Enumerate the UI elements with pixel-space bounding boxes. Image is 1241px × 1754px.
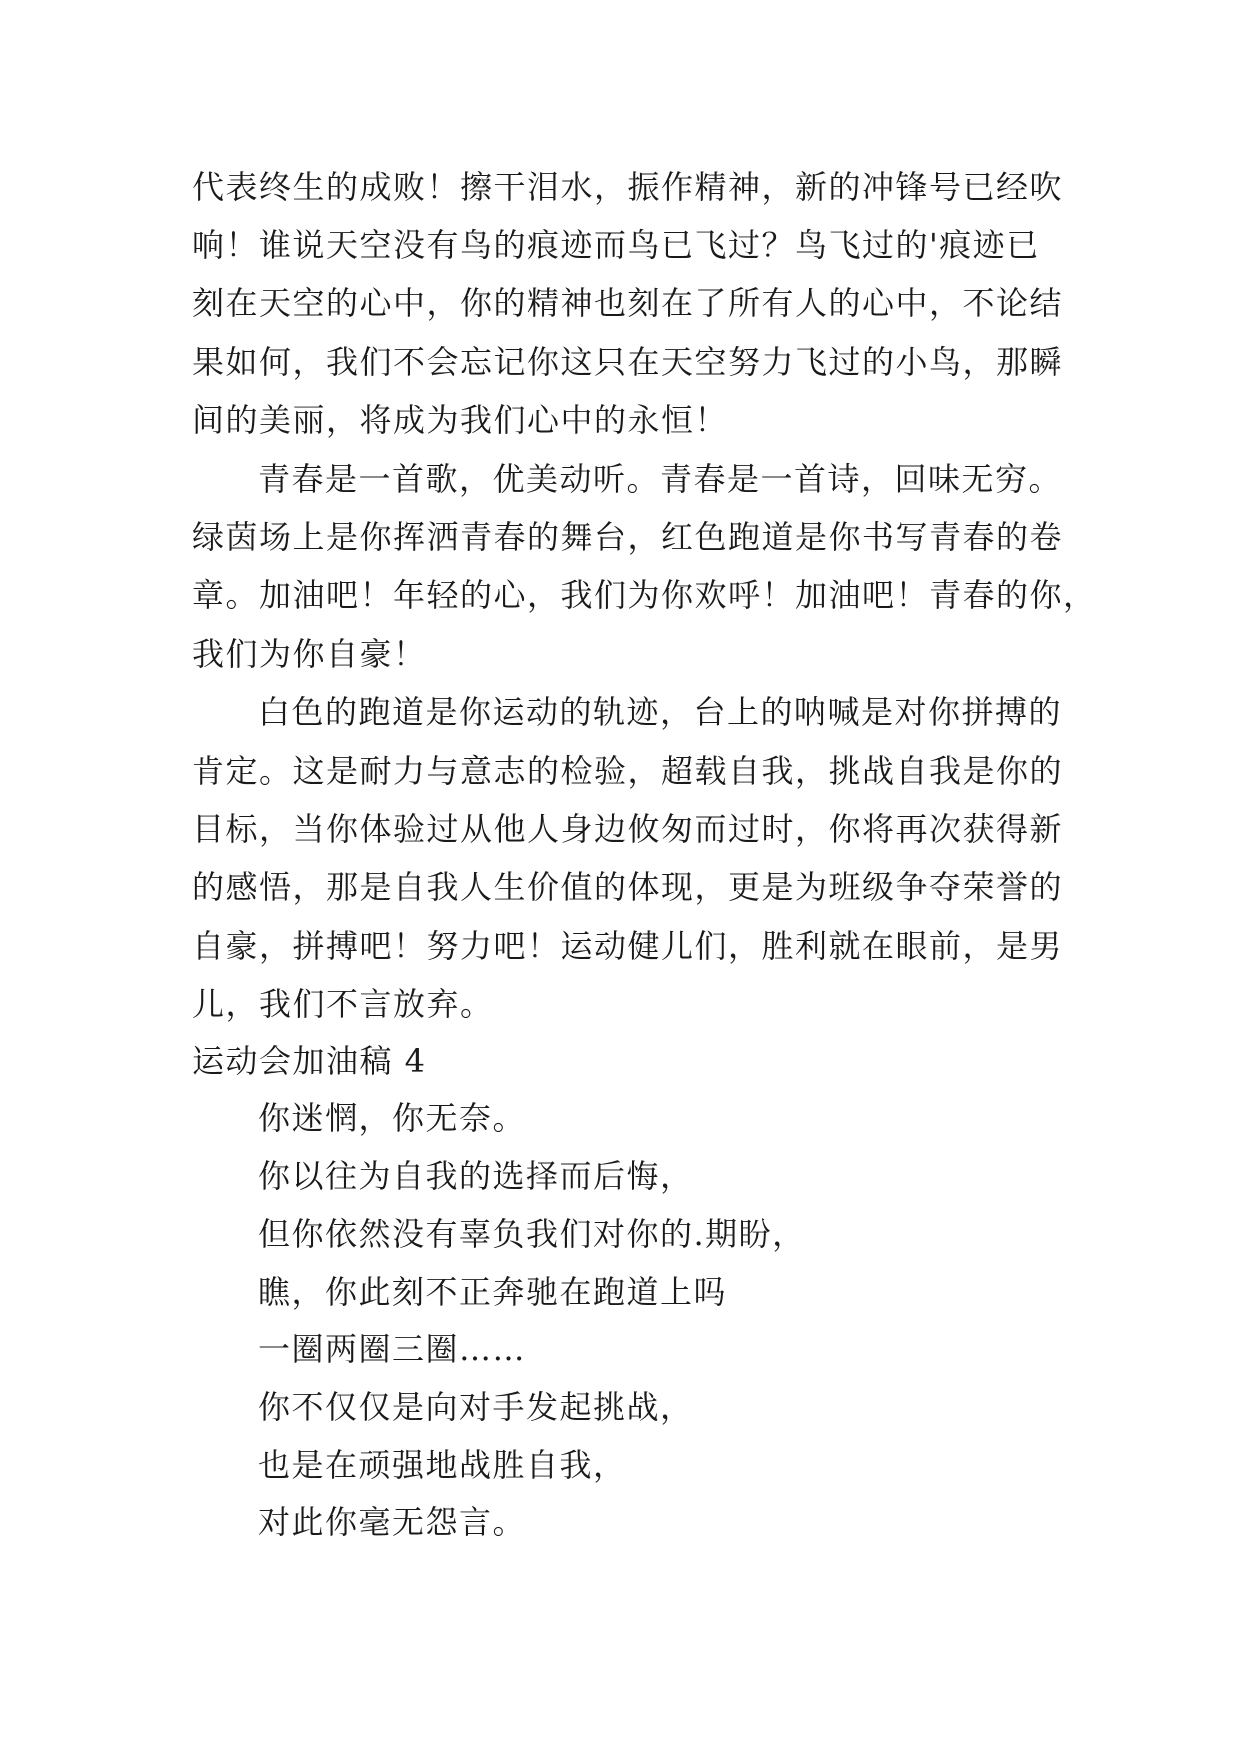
poem-line: 你不仅仅是向对手发起挑战， (258, 1388, 694, 1426)
text-line: 的感悟，那是自我人生价值的体现，更是为班级争夺荣誉的 (192, 868, 1064, 906)
text-line: 我们为你自豪！ (192, 635, 427, 673)
text-line: 间的美丽，将成为我们心中的永恒！ (192, 401, 729, 439)
text-line: 自豪，拼搏吧！努力吧！运动健儿们，胜利就在眼前，是男 (192, 927, 1064, 965)
poem-line: 一圈两圈三圈…… (258, 1330, 527, 1368)
text-line: 肯定。这是耐力与意志的检验，超载自我，挑战自我是你的 (192, 752, 1064, 790)
poem-line: 但你依然没有辜负我们对你的.期盼， (258, 1215, 806, 1253)
text-line: 儿，我们不言放弃。 (192, 985, 494, 1023)
text-line: 响！谁说天空没有鸟的痕迹而鸟已飞过？鸟飞过的'痕迹已 (192, 226, 1040, 264)
text-line: 刻在天空的心中，你的精神也刻在了所有人的心中，不论结 (192, 284, 1064, 322)
text-line: 绿茵场上是你挥洒青春的舞台，红色跑道是你书写青春的卷 (192, 518, 1064, 556)
poem-line: 也是在顽强地战胜自我， (258, 1446, 627, 1484)
section-heading: 运动会加油稿 4 (192, 1042, 427, 1080)
text-line: 果如何，我们不会忘记你这只在天空努力飞过的小鸟，那瞬 (192, 343, 1064, 381)
paragraph-start-line: 青春是一首歌，优美动听。青春是一首诗，回味无穷。 (258, 460, 1063, 498)
text-line: 目标，当你体验过从他人身边攸匆而过时，你将再次获得新 (192, 810, 1064, 848)
poem-line: 你迷惘，你无奈。 (258, 1099, 527, 1137)
text-line: 代表终生的成败！擦干泪水，振作精神，新的冲锋号已经吹 (192, 168, 1064, 206)
poem-line: 你以往为自我的选择而后悔， (258, 1157, 694, 1195)
poem-line: 对此你毫无怨言。 (258, 1503, 527, 1541)
poem-line: 瞧，你此刻不正奔驰在跑道上吗 (258, 1273, 728, 1311)
paragraph-start-line: 白色的跑道是你运动的轨迹，台上的呐喊是对你拼搏的 (258, 693, 1063, 731)
text-line: 章。加油吧！年轻的心，我们为你欢呼！加油吧！青春的你， (192, 576, 1097, 614)
